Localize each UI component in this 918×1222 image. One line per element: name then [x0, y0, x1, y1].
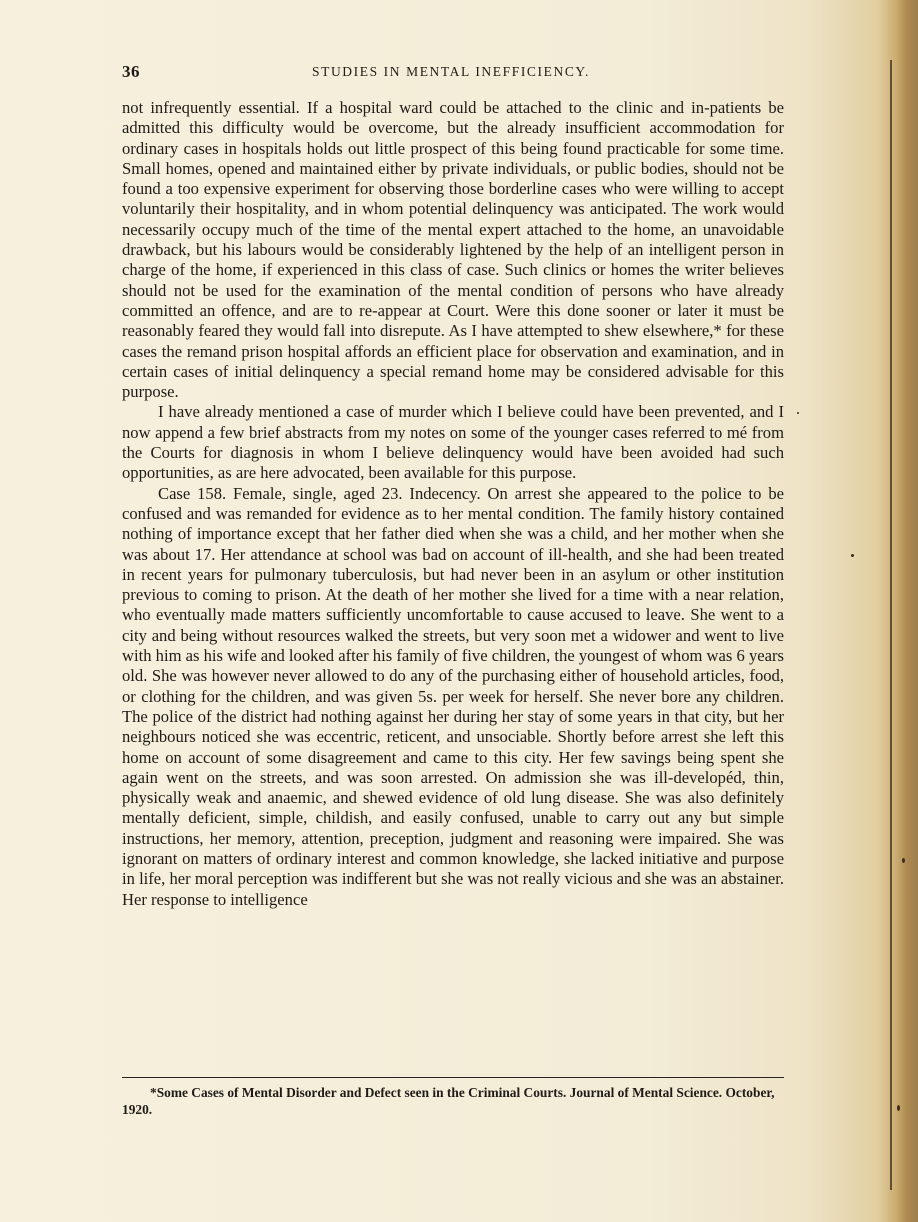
paragraph-case-158: Case 158. Female, single, aged 23. Indecency. On arrest she appeared to the police to be confused and was remanded for evidence as to her mental condition. The family history contained nothing of importance except that her father died when she was a child, and her mother when she was about 17. Her attendance at school was bad on account of ill-health, and she had been treated in recent years for pulmonary tuberculosis, but had never been in an asylum or other institution previous to coming to prison. At the death of her mother she lived for a time with a near relation, who eventually made matters sufficiently uncomfortable to cause accused to leave. She went to a city and being without resources walked the streets, but very soon met a widower and went to live with him as his wife and looked after his family of five children, the youngest of whom was 6 years old. She was however never allowed to do any of the purchasing either of household articles, food, or clothing for the children, and was given 5s. per week for herself. She never bore any children. The police of the district had nothing against her during her stay of some years in that city, but her neighbours noticed she was eccentric, reticent, and unsociable. Shortly before arrest she left this home on account of some disagreement and came to this city. Her few savings being spent she again went on the streets, and was soon arrested. On admission she was ill-developéd, thin, physically weak and anaemic, and shewed evidence of old lung disease. She was also definitely mentally deficient, simple, childish, and easily confused, unable to carry out any but simple instructions, her memory, attention, preception, judgment and reasoning were impaired. She was ignorant on matters of ordinary interest and common knowledge, she lacked initiative and purpose in life, her moral perception was indifferent but she was not really vicious and she was an abstainer. Her response to intelligence: [122, 483, 784, 909]
page-header: [122, 62, 784, 86]
page-binding-edge: [878, 0, 918, 1222]
paragraph-murder-case: I have already mentioned a case of murder which I believe could have been prevented, and I now append a few brief abstracts from my notes on some of the younger cases referred to mé from the Courts for diagnosis in whom I believe delinquency would have been avoided had such opportunities, as are here advocated, been available for this purpose.: [122, 402, 784, 483]
binding-shadow-line: [890, 60, 892, 1190]
body-text: [122, 98, 784, 910]
paper-speck: [897, 1105, 900, 1111]
paper-speck: [797, 412, 799, 414]
footnote-rule: [122, 1077, 784, 1078]
paper-speck: [902, 858, 905, 863]
page-number: 36: [122, 62, 140, 81]
footnote-text: *Some Cases of Mental Disorder and Defect seen in the Criminal Courts. Journal of Mental Science. October, 1920.: [122, 1085, 775, 1117]
paper-speck: [851, 554, 854, 557]
running-head: STUDIES IN MENTAL INEFFICIENCY.: [312, 64, 591, 79]
footnote: [122, 1084, 784, 1118]
paragraph-continuation: not infrequently essential. If a hospital ward could be attached to the clinic and in-patients be admitted this difficulty would be overcome, but the already insufficient accommodation for ordinary cases in hospitals holds out little prospect of this being found practicable for some time. Small homes, opened and maintained either by private individuals, or public bodies, should not be found a too expensive experiment for observing those borderline cases who were willing to accept voluntarily their hospitality, and in whom potential delinquency was anticipated. The work would necessarily occupy much of the time of the mental expert attached to the home, an unavoidable drawback, but his labours would be considerably lightened by the help of an intelligent person in charge of the home, if experienced in this class of case. Such clinics or homes the writer believes should not be used for the examination of the mental condition of persons who have already committed an offence, and are to re-appear at Court. Were this done sooner or later it must be reasonably feared they would fall into disrepute. As I have attempted to shew elsewhere,* for these cases the remand prison hospital affords an efficient place for observation and examination, and in certain cases of initial delinquency a special remand home may be considered advisable for this purpose.: [122, 98, 784, 402]
